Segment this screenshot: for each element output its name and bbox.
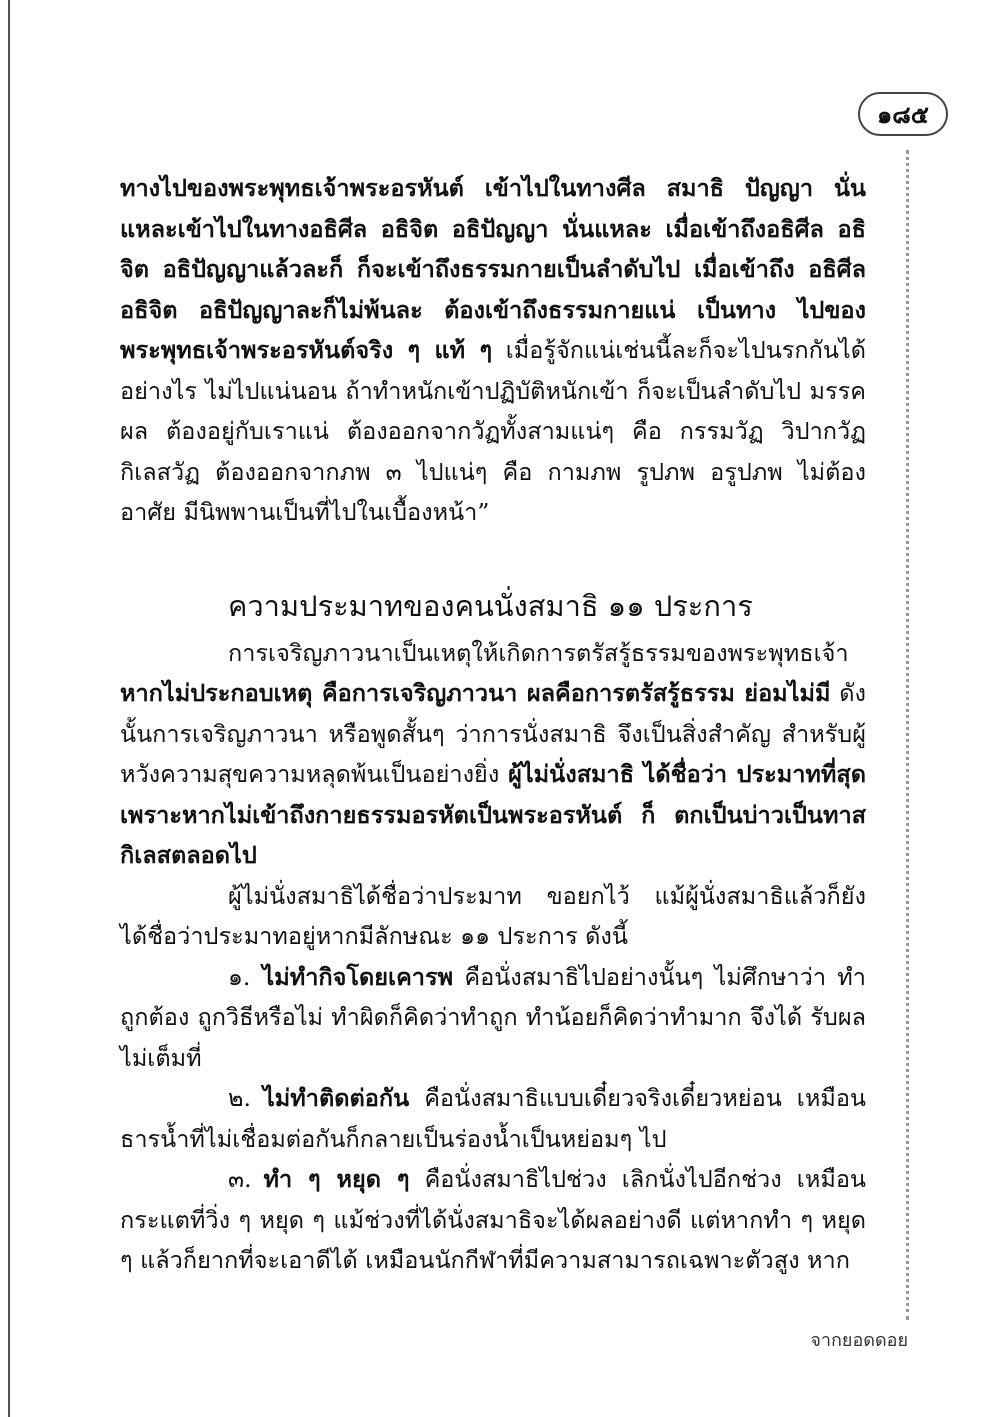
intro-paragraph — [120, 633, 866, 876]
lead-in-paragraph: ผู้ไม่นั่งสมาธิได้ชื่อว่าประมาท ขอยกไว้ แม้ผู้นั่งสมาธิแล้วก็ยัง ได้ชื่อว่าประมาทอยู่หากมีลักษณะ ๑๑ ประการ ดังนี้ — [120, 881, 866, 950]
quote-paragraph — [120, 168, 866, 533]
intro-bold-1: หากไม่ประกอบเหตุ คือการเจริญภาวนา ผลคือการตรัสรู้ธรรม ย่อมไม่มี — [120, 679, 831, 707]
item-text: คือนั่งสมาธิไปช่วง เลิกนั่งไปอีกช่วง เหมือน กระแตที่วิ่ง ๆ หยุด ๆ แม้ช่วงที่ได้นั่งสมาธิจะได้ผลอย่างดี แต่หากทำ ๆ หยุด ๆ แล้วก็ยากที่จะเอาดีได้ เหมือนนักกีฬาที่มีความสามารถเฉพาะตัวสูง หาก — [120, 1165, 866, 1274]
intro-bold-2: ผู้ไม่นั่งสมาธิ ได้ชื่อว่า ประมาทที่สุด เพราะหากไม่เข้าถึงกายธรรมอรหัตเป็นพระอรหันต์ ก็ ตกเป็นบ่าวเป็นทาสกิเลสตลอดไป — [120, 760, 867, 869]
page-content — [120, 168, 866, 1281]
page-edge-line — [8, 0, 10, 1417]
item-number: ๓. — [228, 1165, 252, 1193]
footer-title: จากยอดดอย — [810, 1330, 908, 1351]
intro-middle: ดังนั้นการเจริญภาวนา หรือพูดสั้นๆ ว่าการนั่งสมาธิ จึงเป็นสิ่งสำคัญ สำหรับผู้หวังความสุขความหลุดพ้นเป็นอย่างยิ่ง — [120, 679, 866, 788]
page-number: ๑๘๕ — [858, 92, 948, 136]
item-title: ทำ ๆ หยุด ๆ — [263, 1165, 410, 1193]
list-item — [120, 1078, 866, 1159]
dotted-margin-rule — [906, 150, 909, 1320]
item-title: ไม่ทำกิจโดยเคารพ — [262, 962, 454, 991]
item-number: ๑. — [228, 962, 251, 991]
item-text: คือนั่งสมาธิไปอย่างนั้นๆ ไม่ศึกษาว่า ทำถูกต้อง ถูกวิธีหรือไม่ ทำผิดก็คิดว่าทำถูก ทำน้อยก็คิดว่าทำมาก จึงได้ รับผลไม่เต็มที่ — [120, 962, 866, 1072]
item-text: คือนั่งสมาธิแบบเดี๋ยวจริงเดี๋ยวหย่อน เหมือน ธารน้ำที่ไม่เชื่อมต่อกันก็กลายเป็นร่องน้ำเป็นหย่อมๆ ไป — [120, 1084, 866, 1153]
quote-bold-text: ทางไปของพระพุทธเจ้าพระอรหันต์ เข้าไปในทางศีล สมาธิ ปัญญา นั่นแหละเข้าไปในทางอธิศีล อธิจิต อธิปัญญา นั่นแหละ เมื่อเข้าถึงอธิศีล อธิจิต อธิปัญญาแล้วละก็ ก็จะเข้าถึงธรรมกายเป็นลำดับไป เมื่อเข้าถึง อธิศีล อธิจิต อธิปัญญาละก็ไม่พ้นละ ต้องเข้าถึงธรรมกายแน่ เป็นทาง ไปของพระพุทธเจ้าพระอรหันต์จริง ๆ แท้ ๆ — [120, 174, 866, 364]
quote-normal-text: เมื่อรู้จักแน่เช่นนี้ละก็จะไปนรกกันได้อย่างไร ไม่ไปแน่นอน ถ้าทำหนักเข้าปฏิบัติหนักเข้า ก็จะเป็นลำดับไป มรรค ผล ต้องอยู่กับเราแน่ ต้องออกจากวัฏทั้งสามแน่ๆ คือ กรรมวัฏ วิปากวัฏ กิเลสวัฏ ต้องออกจากภพ ๓ ไปแน่ๆ คือ กามภพ รูปภพ อรูปภพ ไม่ต้อง อาศัย มีนิพพานเป็นที่ไปในเบื้องหน้า” — [120, 336, 867, 526]
list-item — [120, 1159, 866, 1281]
item-number: ๒. — [228, 1084, 251, 1112]
section-heading: ความประมาทของคนนั่งสมาธิ ๑๑ ประการ — [228, 588, 753, 623]
intro-text: การเจริญภาวนาเป็นเหตุให้เกิดการตรัสรู้ธรรมของพระพุทธเจ้า — [228, 638, 849, 667]
item-title: ไม่ทำติดต่อกัน — [262, 1084, 410, 1112]
list-item — [120, 957, 866, 1079]
